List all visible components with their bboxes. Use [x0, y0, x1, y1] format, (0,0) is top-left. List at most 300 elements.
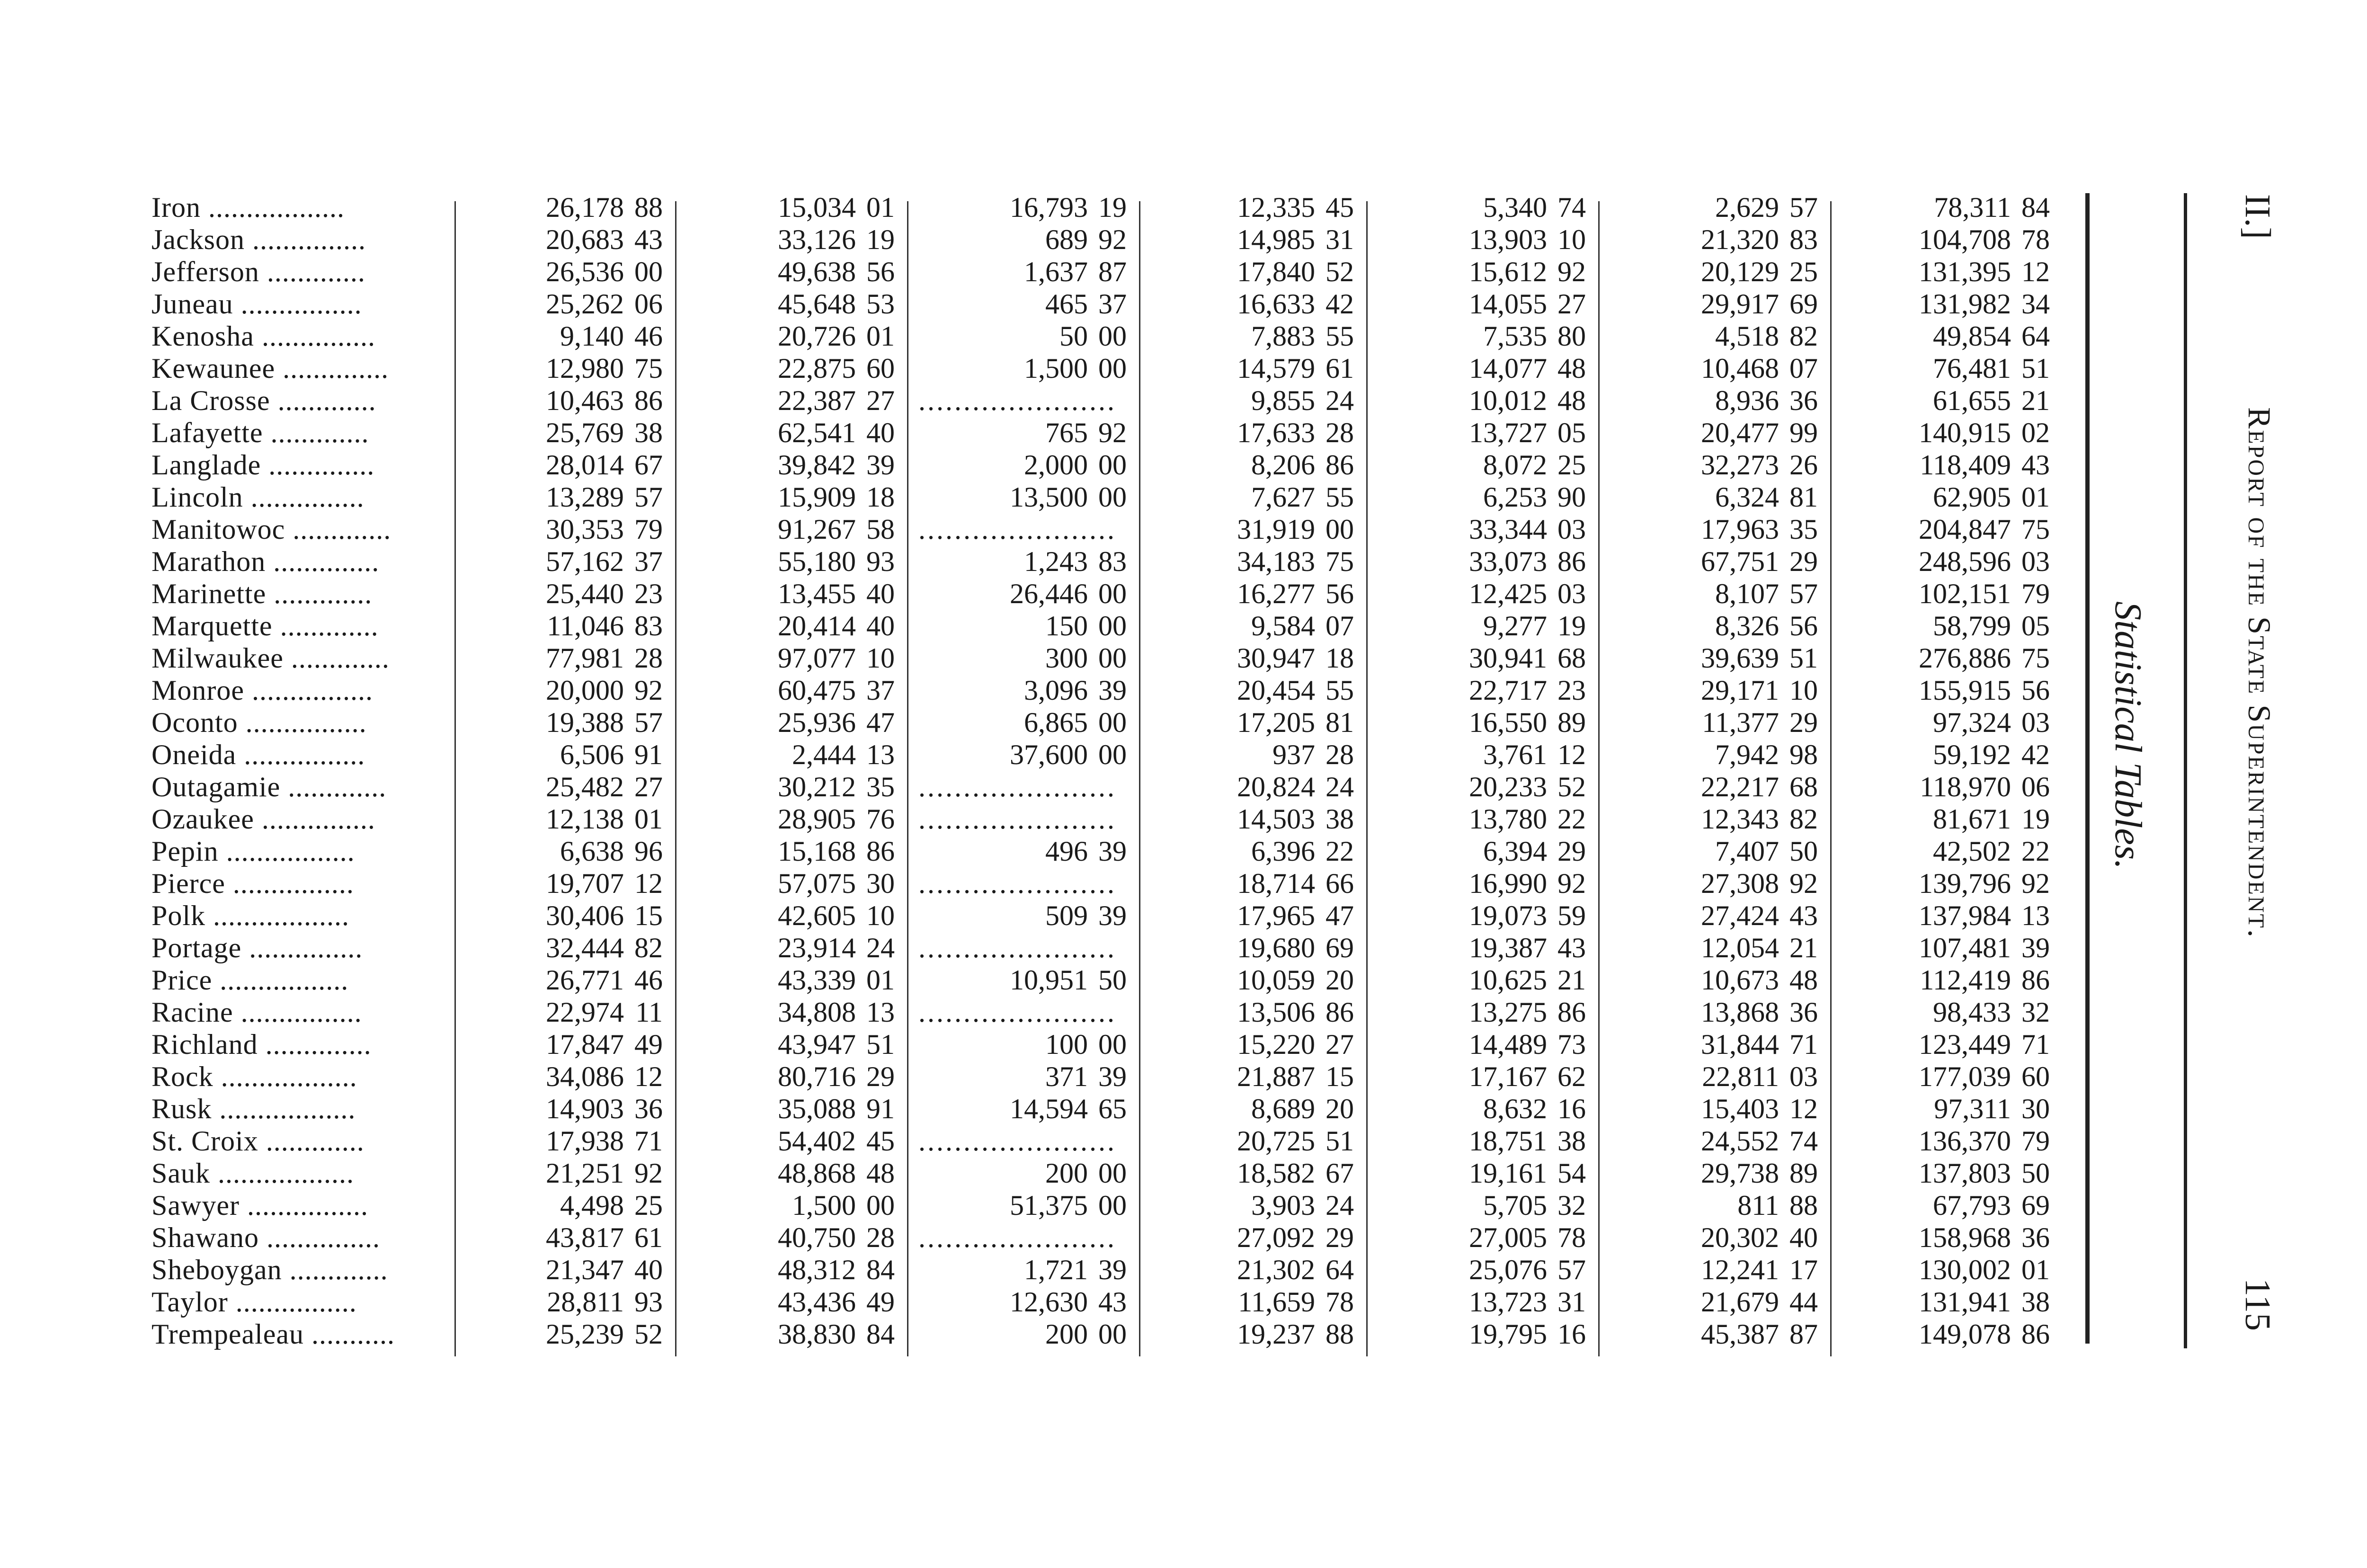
cents: 75 — [2021, 642, 2050, 674]
amount-cell — [454, 1254, 663, 1286]
cents: 20 — [1326, 1093, 1354, 1124]
dollars: 22,217 — [1701, 771, 1779, 802]
amount-cell — [686, 191, 895, 223]
dollars: 155,915 — [1919, 675, 2011, 706]
cents: 25 — [1789, 256, 1818, 287]
dollars: 11,659 — [1238, 1286, 1315, 1318]
cents: 46 — [634, 964, 663, 996]
cents: 54 — [1557, 1158, 1586, 1189]
dollars: 12,335 — [1237, 192, 1315, 223]
cents: 00 — [1098, 739, 1127, 770]
amount-cell — [1842, 900, 2050, 932]
amount-cell — [1146, 867, 1354, 900]
dollars: 39,842 — [778, 449, 856, 481]
dollars: 11,046 — [547, 610, 624, 641]
dollars: 81,671 — [1933, 803, 2011, 835]
dollars: 22,875 — [778, 353, 856, 384]
dollars: 22,387 — [778, 385, 856, 416]
dollars: 18,714 — [1237, 868, 1315, 899]
dollars: 200 — [1045, 1319, 1088, 1350]
cents: 69 — [1789, 288, 1818, 320]
cents: 48 — [1789, 964, 1818, 996]
cents: 30 — [866, 868, 895, 899]
dollars: 13,723 — [1469, 1286, 1547, 1318]
amount-cell — [1842, 932, 2050, 964]
dollars: 19,707 — [546, 868, 624, 899]
dollars: 30,941 — [1469, 642, 1547, 674]
amount-cell — [1610, 481, 1818, 513]
amount-cell — [918, 417, 1127, 449]
amount-cell — [686, 320, 895, 352]
header-border-rule — [2184, 193, 2187, 1348]
cents: 35 — [866, 771, 895, 802]
cents: 29 — [1789, 546, 1818, 577]
amount-cell — [454, 867, 663, 900]
amount-cell — [686, 1286, 895, 1318]
cents: 51 — [2021, 353, 2050, 384]
cents: 56 — [1789, 610, 1818, 641]
dollars: 12,054 — [1701, 932, 1779, 963]
cents: 23 — [1557, 675, 1586, 706]
amount-cell — [1842, 867, 2050, 900]
cents: 83 — [1098, 546, 1127, 577]
dollars: 21,887 — [1237, 1061, 1315, 1092]
cents: 56 — [2021, 675, 2050, 706]
amount-cell — [1842, 642, 2050, 674]
cents: 43 — [1098, 1286, 1127, 1318]
amount-cell — [686, 1028, 895, 1060]
amount-cell — [918, 320, 1127, 352]
dollars: 137,803 — [1919, 1158, 2011, 1189]
amount-cell — [1146, 578, 1354, 610]
amount-cell — [686, 610, 895, 642]
amount-cell — [454, 256, 663, 288]
dollars: 937 — [1272, 739, 1315, 770]
amount-cell — [454, 481, 663, 513]
amount-cell — [454, 642, 663, 674]
cents: 28 — [634, 642, 663, 674]
dollars: 20,454 — [1237, 675, 1315, 706]
dollars: 50 — [1059, 321, 1088, 352]
county-name: Trempealeau ........... — [151, 1319, 395, 1350]
table-row — [151, 1189, 2073, 1221]
amount-cell — [1842, 288, 2050, 320]
amount-cell — [918, 642, 1127, 674]
amount-cell — [1610, 223, 1818, 256]
amount-cell — [1146, 352, 1354, 384]
dollars: 4,498 — [560, 1190, 624, 1221]
cents: 03 — [1557, 514, 1586, 545]
cents: 28 — [1326, 417, 1354, 448]
amount-cell — [454, 739, 663, 771]
amount-cell — [1146, 1189, 1354, 1221]
dollars: 11,377 — [1702, 707, 1779, 738]
county-name: La Crosse ............. — [151, 385, 376, 416]
cents: 10 — [866, 900, 895, 931]
cents: 87 — [1789, 1319, 1818, 1350]
dollars: 17,167 — [1469, 1061, 1547, 1092]
table-row — [151, 867, 2073, 900]
amount-cell — [1842, 1093, 2050, 1125]
amount-cell — [918, 545, 1127, 578]
dollars: 8,689 — [1251, 1093, 1315, 1124]
amount-cell — [1146, 320, 1354, 352]
dollars: 1,243 — [1024, 546, 1088, 577]
dollars: 29,738 — [1701, 1158, 1779, 1189]
dollars: 4,518 — [1715, 321, 1779, 352]
cents: 51 — [1326, 1125, 1354, 1157]
amount-cell — [686, 739, 895, 771]
amount-cell — [686, 449, 895, 481]
cents: 86 — [2021, 1319, 2050, 1350]
amount-cell — [918, 900, 1127, 932]
amount-cell — [1842, 1189, 2050, 1221]
table-row — [151, 191, 2073, 223]
cents: 68 — [1557, 642, 1586, 674]
cents: 48 — [1557, 353, 1586, 384]
cents: 03 — [2021, 707, 2050, 738]
cents: 03 — [2021, 546, 2050, 577]
amount-cell — [454, 706, 663, 739]
table-row — [151, 320, 2073, 352]
cents: 92 — [2021, 868, 2050, 899]
dollars: 2,000 — [1024, 449, 1088, 481]
dollars: 1,500 — [792, 1190, 856, 1221]
dollars: 49,854 — [1933, 321, 2011, 352]
county-name: Manitowoc ............. — [151, 514, 392, 545]
cents: 43 — [1789, 900, 1818, 931]
amount-cell — [1378, 1093, 1586, 1125]
amount-cell — [1378, 578, 1586, 610]
dollars: 15,403 — [1701, 1093, 1779, 1124]
cents: 81 — [1326, 707, 1354, 738]
cents: 39 — [1098, 1061, 1127, 1092]
cents: 86 — [1326, 449, 1354, 481]
cents: 40 — [634, 1254, 663, 1285]
dollars: 13,500 — [1010, 481, 1088, 513]
dollars: 43,817 — [546, 1222, 624, 1253]
dollars: 7,535 — [1483, 321, 1547, 352]
amount-cell — [1146, 1221, 1354, 1254]
county-name: Sauk .................. — [151, 1158, 354, 1189]
dollars: 8,936 — [1715, 385, 1779, 416]
dollars: 158,968 — [1919, 1222, 2011, 1253]
dollars: 19,237 — [1237, 1319, 1315, 1350]
amount-cell — [1378, 352, 1586, 384]
cents: 39 — [1098, 1254, 1127, 1285]
amount-cell — [1378, 964, 1586, 996]
dollars: 76,481 — [1933, 353, 2011, 384]
county-name: Oneida ................ — [151, 739, 365, 770]
cents: 01 — [2021, 481, 2050, 513]
dollars: 276,886 — [1919, 642, 2011, 674]
amount-cell — [1146, 223, 1354, 256]
cents: 69 — [2021, 1190, 2050, 1221]
cents: 42 — [1326, 288, 1354, 320]
amount-cell — [1146, 545, 1354, 578]
dollars: 19,680 — [1237, 932, 1315, 963]
county-name: Price ................. — [151, 964, 349, 996]
cents: 00 — [1098, 610, 1127, 641]
dollars: 765 — [1045, 417, 1088, 448]
dollars: 8,326 — [1715, 610, 1779, 641]
amount-cell — [686, 900, 895, 932]
amount-cell — [918, 449, 1127, 481]
dollars: 28,014 — [546, 449, 624, 481]
table-row — [151, 642, 2073, 674]
dollars: 13,455 — [778, 578, 856, 609]
amount-cell — [454, 1028, 663, 1060]
cents: 78 — [1326, 1286, 1354, 1318]
cents: 28 — [866, 1222, 895, 1253]
cents: 92 — [1098, 417, 1127, 448]
dollars: 7,407 — [1715, 836, 1779, 867]
county-name: Monroe ................ — [151, 675, 373, 706]
dollars: 62,541 — [778, 417, 856, 448]
table-row — [151, 513, 2073, 545]
cents: 00 — [1098, 642, 1127, 674]
dollars: 17,965 — [1237, 900, 1315, 931]
amount-cell — [1378, 706, 1586, 739]
county-name: Langlade .............. — [151, 449, 375, 481]
dollars: 28,905 — [778, 803, 856, 835]
cents: 22 — [1326, 836, 1354, 867]
amount-cell — [1842, 964, 2050, 996]
dollars: 811 — [1737, 1190, 1779, 1221]
dollars: 31,919 — [1237, 514, 1315, 545]
amount-cell — [454, 1189, 663, 1221]
amount-cell — [1378, 867, 1586, 900]
dollars: 22,811 — [1702, 1061, 1779, 1092]
cents: 44 — [1789, 1286, 1818, 1318]
cents: 78 — [1557, 1222, 1586, 1253]
amount-cell — [686, 513, 895, 545]
amount-cell — [454, 320, 663, 352]
cents: 28 — [1326, 739, 1354, 770]
amount-cell — [454, 835, 663, 867]
table-row — [151, 932, 2073, 964]
cents: 82 — [634, 932, 663, 963]
amount-cell — [454, 352, 663, 384]
amount-cell — [1146, 384, 1354, 417]
amount-cell — [1378, 1221, 1586, 1254]
amount-cell — [1378, 1189, 1586, 1221]
cents: 74 — [1789, 1125, 1818, 1157]
amount-cell — [1378, 610, 1586, 642]
table-row — [151, 900, 2073, 932]
amount-cell — [1378, 900, 1586, 932]
dollars: 17,963 — [1701, 514, 1779, 545]
dollars: 34,086 — [546, 1061, 624, 1092]
amount-cell — [1146, 964, 1354, 996]
cents: 47 — [866, 707, 895, 738]
amount-cell — [1610, 320, 1818, 352]
cents: 10 — [1789, 675, 1818, 706]
cents: 67 — [634, 449, 663, 481]
cents: 55 — [1326, 321, 1354, 352]
cents: 07 — [1789, 353, 1818, 384]
dollars: 20,477 — [1701, 417, 1779, 448]
amount-cell — [686, 932, 895, 964]
cents: 15 — [634, 900, 663, 931]
dollars: 23,914 — [778, 932, 856, 963]
cents: 29 — [1326, 1222, 1354, 1253]
cents: 24 — [1326, 1190, 1354, 1221]
dollars: 9,277 — [1483, 610, 1547, 641]
dollars: 14,055 — [1469, 288, 1547, 320]
table-row — [151, 1060, 2073, 1093]
table-row — [151, 964, 2073, 996]
dollars: 34,808 — [778, 997, 856, 1028]
amount-cell — [1610, 1125, 1818, 1157]
dollars: 107,481 — [1919, 932, 2011, 963]
cents: 25 — [634, 1190, 663, 1221]
dollars: 77,981 — [546, 642, 624, 674]
cents: 64 — [1326, 1254, 1354, 1285]
dollars: 10,951 — [1010, 964, 1088, 996]
cents: 34 — [2021, 288, 2050, 320]
dollars: 17,938 — [546, 1125, 624, 1157]
cents: 48 — [1557, 385, 1586, 416]
dollars: 5,340 — [1483, 192, 1547, 223]
dollars: 51,375 — [1010, 1190, 1088, 1221]
amount-cell — [1146, 256, 1354, 288]
amount-cell — [1146, 481, 1354, 513]
dollars: 248,596 — [1919, 546, 2011, 577]
dollars: 29,917 — [1701, 288, 1779, 320]
table-row — [151, 803, 2073, 835]
amount-cell — [1146, 996, 1354, 1028]
dollars: 20,824 — [1237, 771, 1315, 802]
cents: 39 — [866, 449, 895, 481]
cents: 89 — [1557, 707, 1586, 738]
amount-cell — [686, 771, 895, 803]
dollars: 59,192 — [1933, 739, 2011, 770]
amount-cell — [1610, 996, 1818, 1028]
cents: 40 — [866, 610, 895, 641]
cents: 27 — [634, 771, 663, 802]
dollars: 14,077 — [1469, 353, 1547, 384]
amount-cell — [1378, 320, 1586, 352]
amount-cell — [918, 288, 1127, 320]
cents: 32 — [1557, 1190, 1586, 1221]
county-name: Kewaunee .............. — [151, 353, 389, 384]
dollars: 22,717 — [1469, 675, 1547, 706]
cents: 00 — [1098, 1319, 1127, 1350]
dollars: 131,941 — [1919, 1286, 2011, 1318]
dollars: 21,347 — [546, 1254, 624, 1285]
amount-cell — [686, 223, 895, 256]
dollars: 21,320 — [1701, 224, 1779, 255]
dollars: 49,638 — [778, 256, 856, 287]
dollars: 97,324 — [1933, 707, 2011, 738]
dollars: 43,436 — [778, 1286, 856, 1318]
dollars: 48,868 — [778, 1158, 856, 1189]
amount-cell — [1378, 417, 1586, 449]
cents: 50 — [1098, 964, 1127, 996]
amount-cell — [1610, 352, 1818, 384]
cents: 48 — [866, 1158, 895, 1189]
amount-cell — [1378, 1286, 1586, 1318]
dollars: 118,970 — [1920, 771, 2011, 802]
cents: 12 — [2021, 256, 2050, 287]
cents: 59 — [1557, 900, 1586, 931]
cents: 00 — [1098, 449, 1127, 481]
amount-cell — [686, 1318, 895, 1350]
running-title: Report of the State Superintendent. — [2242, 407, 2278, 939]
amount-cell — [1378, 1157, 1586, 1189]
county-name: Rock .................. — [151, 1061, 357, 1092]
cents: 11 — [635, 997, 663, 1028]
amount-cell — [1842, 803, 2050, 835]
cents: 29 — [1557, 836, 1586, 867]
amount-cell — [454, 1093, 663, 1125]
cents: 01 — [866, 321, 895, 352]
amount-cell — [1842, 1060, 2050, 1093]
cents: 19 — [866, 224, 895, 255]
cents: 73 — [1557, 1029, 1586, 1060]
amount-cell — [454, 513, 663, 545]
table-row — [151, 1093, 2073, 1125]
table-row — [151, 1028, 2073, 1060]
amount-cell — [454, 384, 663, 417]
dollars: 14,489 — [1469, 1029, 1547, 1060]
cents: 18 — [866, 481, 895, 513]
dollars: 30,353 — [546, 514, 624, 545]
column-rule — [1366, 201, 1368, 1356]
dollars: 16,277 — [1237, 578, 1315, 609]
cents: 86 — [634, 385, 663, 416]
amount-cell — [454, 803, 663, 835]
amount-cell — [686, 642, 895, 674]
cents: 22 — [2021, 836, 2050, 867]
table-row — [151, 1254, 2073, 1286]
amount-cell — [1378, 1028, 1586, 1060]
dollars: 19,795 — [1469, 1319, 1547, 1350]
amount-cell — [454, 545, 663, 578]
cents: 68 — [1789, 771, 1818, 802]
cents: 39 — [1098, 900, 1127, 931]
cents: 15 — [1326, 1061, 1354, 1092]
dollars: 12,425 — [1469, 578, 1547, 609]
dollars: 25,482 — [546, 771, 624, 802]
cents: 12 — [1789, 1093, 1818, 1124]
dollars: 102,151 — [1919, 578, 2011, 609]
amount-cell — [686, 417, 895, 449]
cents: 19 — [2021, 803, 2050, 835]
amount-cell — [1610, 1286, 1818, 1318]
dollars: 1,721 — [1024, 1254, 1088, 1285]
cents: 55 — [1326, 481, 1354, 513]
dollars: 6,506 — [560, 739, 624, 770]
amount-cell — [1610, 706, 1818, 739]
cents: 83 — [1789, 224, 1818, 255]
county-name: Milwaukee ............. — [151, 642, 390, 674]
cents: 88 — [1789, 1190, 1818, 1221]
dollars: 80,716 — [778, 1061, 856, 1092]
amount-cell — [918, 1028, 1127, 1060]
cents: 39 — [2021, 932, 2050, 963]
amount-cell — [454, 1125, 663, 1157]
county-financial-table — [151, 191, 2073, 1350]
amount-cell — [1610, 449, 1818, 481]
amount-cell — [1842, 256, 2050, 288]
cents: 00 — [634, 256, 663, 287]
cents: 40 — [1789, 1222, 1818, 1253]
table-row — [151, 1221, 2073, 1254]
dollars: 204,847 — [1919, 514, 2011, 545]
dollars: 6,324 — [1715, 481, 1779, 513]
